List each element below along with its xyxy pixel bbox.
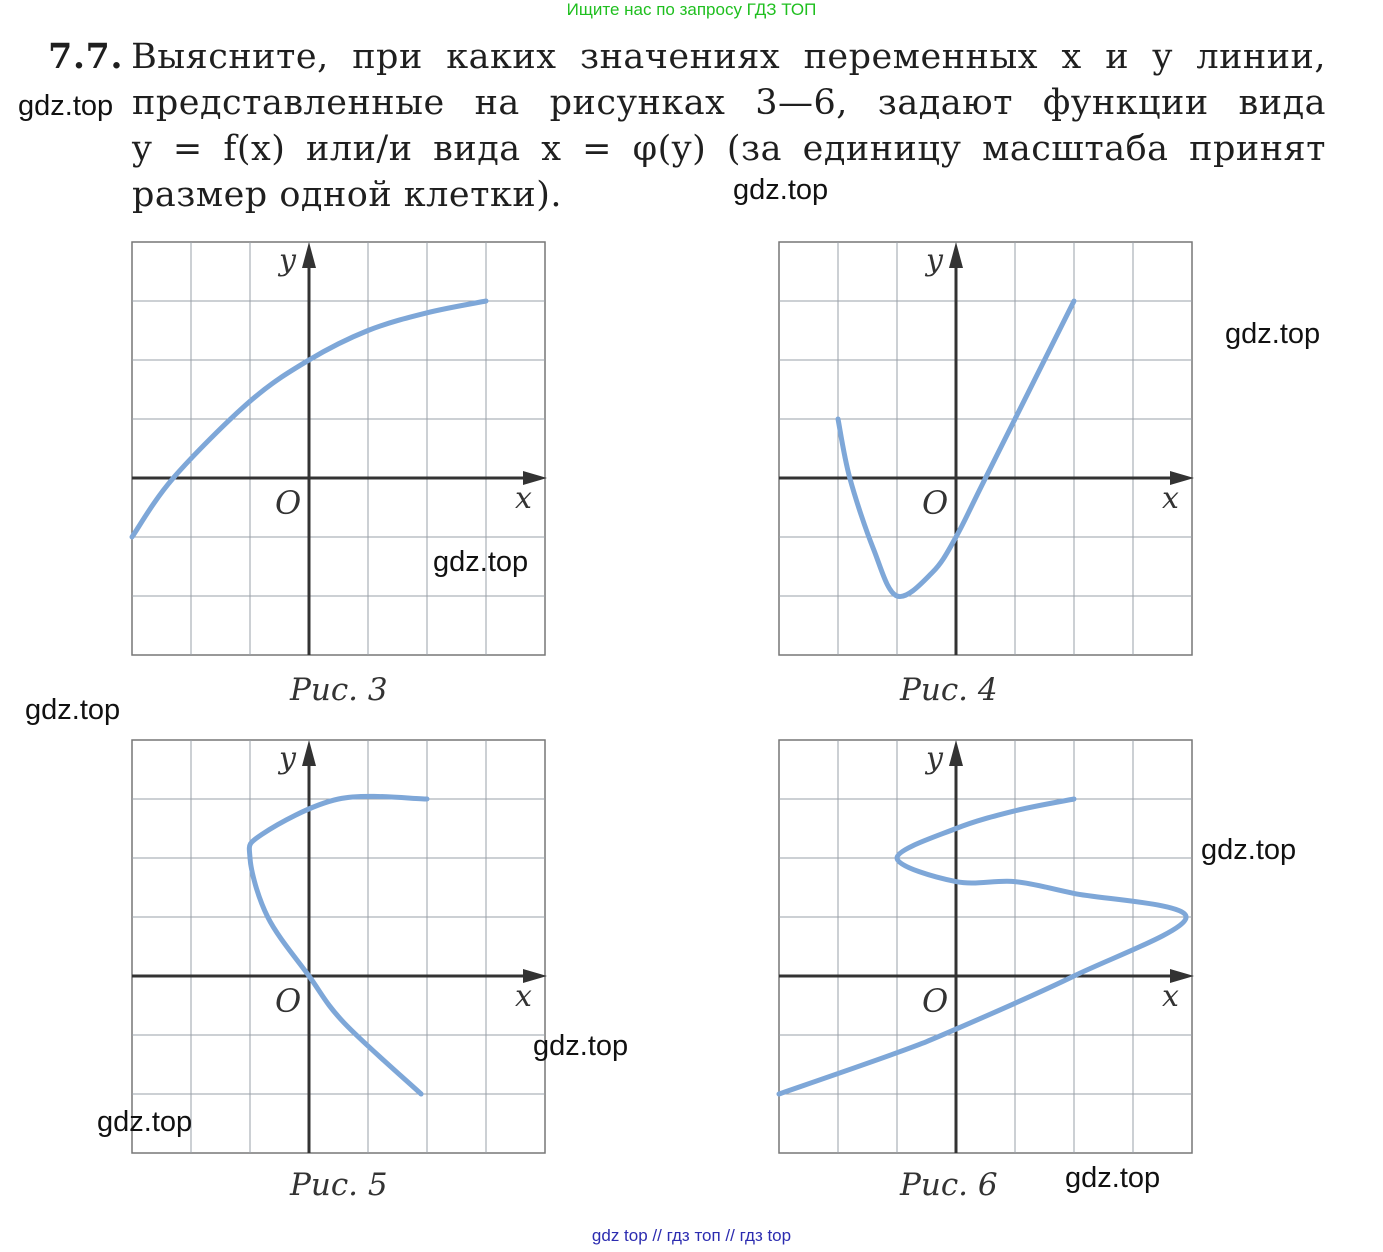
y-axis-arrow xyxy=(302,740,316,766)
problem-line-4: размер одной клетки). xyxy=(132,175,562,215)
origin-label: O xyxy=(275,484,302,522)
y-axis-label: y xyxy=(926,243,943,278)
figure-6-caption: Рис. 6 xyxy=(900,1167,998,1203)
problem-line-3: y = f(x) или/и вида x = φ(y) (за единицу масштаба принят xyxy=(132,129,1326,169)
watermark: gdz.top xyxy=(1065,1162,1161,1194)
footer-links: gdz top // гдз топ // гдз top xyxy=(591,1226,792,1245)
y-axis-label: y xyxy=(279,741,296,776)
y-axis-arrow xyxy=(302,242,316,268)
watermark: gdz.top xyxy=(1201,834,1297,866)
figure-3-caption: Рис. 3 xyxy=(290,672,388,708)
grid-frame xyxy=(132,740,545,1153)
function-curve xyxy=(249,796,427,1094)
figure-4-plot xyxy=(775,238,1195,662)
watermark: gdz.top xyxy=(18,90,114,122)
y-axis-label: y xyxy=(279,243,296,278)
watermark: gdz.top xyxy=(97,1106,193,1138)
search-banner: Ищите нас по запросу ГДЗ ТОП xyxy=(566,0,817,19)
grid-frame xyxy=(779,740,1192,1153)
problem-line-2: представленные на рисунках 3—6, задают функции вида xyxy=(132,83,1326,123)
y-axis-arrow xyxy=(949,242,963,268)
problem-number: 7.7. xyxy=(48,36,124,77)
figure-3-plot xyxy=(128,238,548,662)
figure-6 xyxy=(775,736,1195,1160)
figure-6-plot xyxy=(775,736,1195,1160)
x-axis-label: x xyxy=(515,979,532,1014)
problem-statement xyxy=(48,34,1326,218)
figure-3 xyxy=(128,238,548,662)
watermark: gdz.top xyxy=(533,1030,629,1062)
figure-4 xyxy=(775,238,1195,662)
watermark: gdz.top xyxy=(733,174,829,206)
watermark: gdz.top xyxy=(1225,318,1321,350)
origin-label: O xyxy=(922,484,949,522)
problem-line-1: 7.7. Выясните, при каких значениях переменных x и y линии, xyxy=(48,36,1326,77)
figure-4-caption: Рис. 4 xyxy=(900,672,998,708)
y-axis-arrow xyxy=(949,740,963,766)
origin-label: O xyxy=(922,982,949,1020)
x-axis-label: x xyxy=(515,481,532,516)
watermark: gdz.top xyxy=(433,546,529,578)
y-axis-label: y xyxy=(926,741,943,776)
x-axis-label: x xyxy=(1162,481,1179,516)
figure-5 xyxy=(128,736,548,1160)
figure-5-caption: Рис. 5 xyxy=(290,1167,388,1203)
watermark: gdz.top xyxy=(25,694,121,726)
origin-label: O xyxy=(275,982,302,1020)
function-curve xyxy=(779,799,1186,1094)
x-axis-label: x xyxy=(1162,979,1179,1014)
figure-5-plot xyxy=(128,736,548,1160)
